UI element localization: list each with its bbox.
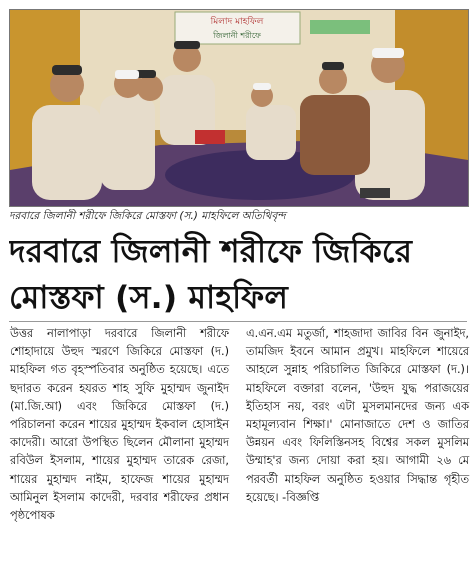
photo-caption: দরবারে জিলানী শরীফে জিকিরে মোস্তফা (স.) মাহফিলে অতিথিবৃন্দ: [9, 210, 286, 222]
article-column-left: [10, 325, 229, 525]
banner-title: মিলাদ মাহফিল: [210, 17, 264, 27]
article-text-right: এ.এন.এম মতুর্জা, শাহজাদা জাবির বিন জুনাইদ, তামজিদ ইবনে আমান প্রমুখ। মাহফিলে শায়েরে আহলে সুন্নাহ পরিচালিত জিকিরে মোস্তফা (দ.)। মাহফিলে বক্তারা বলেন, 'উহুদ যুদ্ধ পরাজয়ের ইতিহাস নয়, বরং এটা মুসলমানদের জন্য এক মহামূল্যবান শিক্ষা।' মোনাজাতে দেশ ও জাতির উন্নয়ন এবং ফিলিস্তিনসহ বিশ্বের সকল মুসলিম উম্মাহ'র জন্য দোয়া করা হয়। আগামী ২৬ মে পরবর্তী মাহফিল অনুষ্ঠিত হওয়ার সিদ্ধান্ত গৃহীত হয়েছে। -বিজ্ঞপ্তি: [246, 327, 469, 504]
headline-line-2: মোস্তফা (স.) মাহফিল: [9, 280, 288, 316]
article-column-right: [246, 325, 469, 507]
news-photo: [9, 9, 469, 207]
headline-line-1: দরবারে জিলানী শরীফে জিকিরে: [9, 234, 413, 270]
banner-subtitle: জিলানী শরীফে: [213, 31, 261, 40]
headline: [9, 229, 471, 321]
photo-of-gathering: [10, 10, 468, 206]
divider: [9, 321, 467, 322]
article-text-left: উত্তর নালাপাড়া দরবারে জিলানী শরীফে শোহাদায়ে উহুদ স্মরণে জিকিরে মোস্তফা (দ.) মাহফিল গত বৃহস্পতিবার অনুষ্ঠিত হয়েছে। এতে ছদারত করেন হযরত শাহ সুফি মুহাম্মদ জুনাইদ (মা.জি.আ) এবং জিকিরে মোস্তফা (দ.) পরিচালনা করেন শায়ের মুহাম্মদ ইকবাল হোসাইন কাদেরী। আরো উপস্থিত ছিলেন মৌলানা মুহাম্মদ রবিউল ইসলাম, শায়ের মুহাম্মদ তারেক রেজা, শায়ের মুহাম্মদ নাইম, হাফেজ শায়ের মুহাম্মদ আমিনুল ইসলাম কাদেরী, দরবার শরীফের প্রধান পৃষ্ঠপোষক: [10, 327, 229, 523]
